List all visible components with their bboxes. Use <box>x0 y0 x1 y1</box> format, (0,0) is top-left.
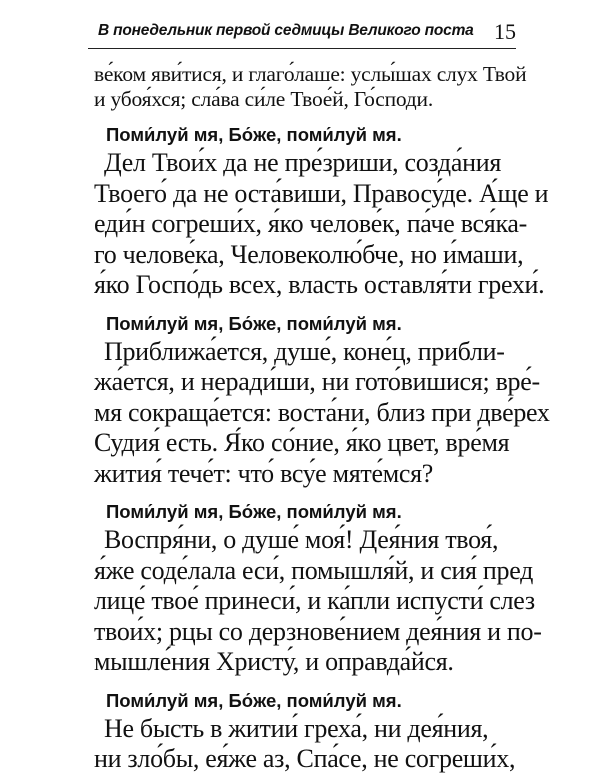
text-line: Дел Твои́х да не пре́зриши, созда́ния <box>104 148 501 177</box>
text-line: Судия́ есть. Я́ко со́ние, я́ко цвет, вре́мя <box>94 428 510 457</box>
text-line: жа́ется, и неради́ши, ни гото́вишися; вре́- <box>94 367 540 396</box>
header-title: В понедельник первой седмицы Великого поста <box>98 22 474 39</box>
text-line: я́ко Госпо́дь всех, власть оставля́ти грехи́. <box>94 270 545 299</box>
stanza <box>94 336 550 490</box>
stanza <box>94 525 542 678</box>
intro-paragraph <box>94 62 527 112</box>
text-line: я́же соде́лала еси́, помышля́й, и сия́ пред <box>94 555 534 585</box>
text-line: Не бысть в житии́ греха́, ни дея́ния, <box>104 713 489 743</box>
page-number: 15 <box>494 19 516 44</box>
stanza <box>94 148 549 301</box>
body-text <box>94 62 550 775</box>
text-line: Приближа́ется, душе́, коне́ц, прибли- <box>104 336 505 366</box>
text-line: лице́ твое́ принеси́, и ка́пли испусти́ слез <box>94 586 535 615</box>
text-line: ве́ком яви́тися, и глаго́лаше: услы́шах слух Твой <box>94 62 527 86</box>
refrain: Поми́луй мя, Бо́же, поми́луй мя. <box>106 124 402 145</box>
text-line: мышле́ния Христу́, и оправда́йся. <box>94 647 454 676</box>
stanza <box>94 714 520 775</box>
text-line: го челове́ка, Человеколю́бче, но и́маши, <box>94 239 524 269</box>
text-line: ни зло́бы, ея́же аз, Спа́се, не согреши́х, <box>94 744 516 773</box>
refrain: Поми́луй мя, Бо́же, поми́луй мя. <box>106 312 402 334</box>
text-line: твои́х; рцы со дерзнове́нием дея́ния и по- <box>94 616 542 646</box>
running-header <box>88 20 516 49</box>
text-line: еди́н согреши́х, я́ко челове́к, па́че вся́ка- <box>94 209 527 238</box>
refrain: Поми́луй мя, Бо́же, поми́луй мя. <box>106 501 402 522</box>
text-line: Твоего́ да не оста́виши, Правосу́де. А́ще и <box>94 178 549 208</box>
text-line: мя сокраща́ется: воста́ни, близ при две́рех <box>94 397 550 427</box>
refrain: Поми́луй мя, Бо́же, поми́луй мя. <box>106 689 402 711</box>
text-line: жития́ тече́т: что́ всу́е мяте́мся? <box>94 458 433 488</box>
text-line: и убоя́хся; сла́ва си́ле Твое́й, Го́споди. <box>94 87 434 111</box>
text-line: Воспря́ни, о душе́ моя́! Дея́ния твоя́, <box>104 525 499 554</box>
